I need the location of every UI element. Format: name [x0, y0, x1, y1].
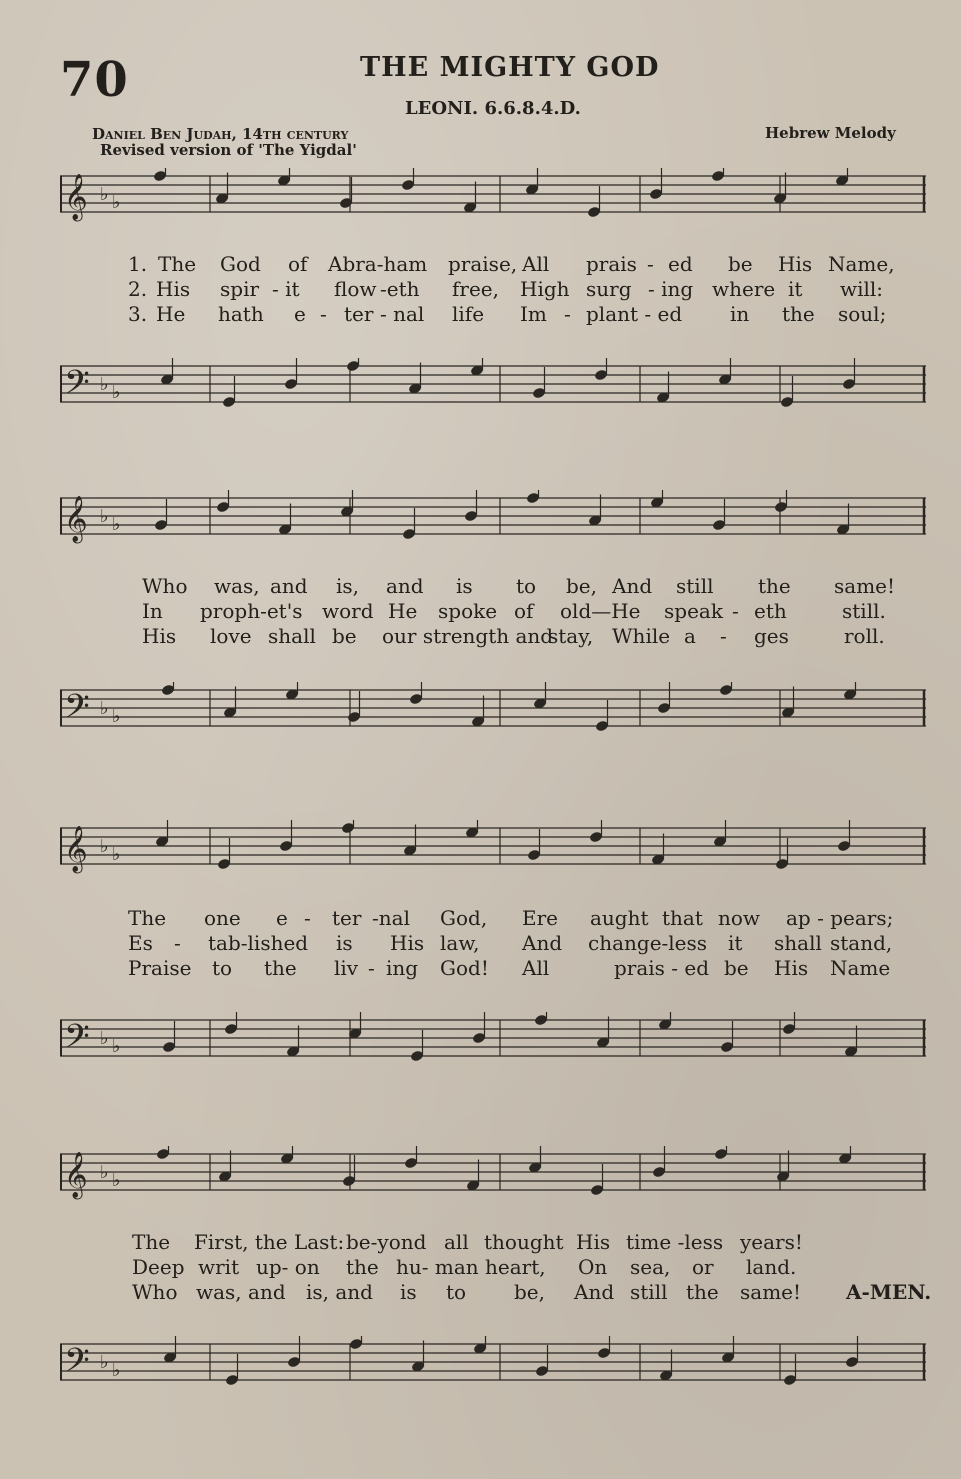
flat-icon: ♭	[112, 706, 121, 727]
lyric-word: surg	[586, 277, 632, 301]
lyric-word: - it	[272, 277, 300, 301]
lyric-word: life	[452, 302, 485, 326]
treble-clef-icon: 𝄞	[64, 174, 88, 220]
lyric-word: The	[132, 1230, 171, 1254]
lyric-word: -	[368, 956, 375, 980]
lyric-word: one	[204, 906, 241, 930]
lyric-word: still.	[842, 599, 886, 623]
lyric-word: be	[332, 624, 357, 648]
lyric-word: land.	[746, 1255, 797, 1279]
lyric-line-1-1	[0, 252, 961, 276]
lyric-word: -	[304, 906, 311, 930]
bass-clef-icon: 𝄢	[64, 1342, 90, 1388]
lyric-word: be,	[566, 574, 597, 598]
lyric-word: all	[444, 1230, 469, 1254]
lyric-word: His	[576, 1230, 611, 1254]
lyric-word: law,	[440, 931, 480, 955]
bass-staff-1	[60, 358, 926, 414]
lyric-word: in	[730, 302, 750, 326]
lyric-word: And	[522, 931, 563, 955]
lyric-word: -	[732, 599, 739, 623]
lyric-word: the	[686, 1280, 719, 1304]
lyric-word: -	[720, 624, 727, 648]
lyric-word: where	[712, 277, 776, 301]
lyric-word: it	[728, 931, 743, 955]
lyric-word: hu- man heart,	[396, 1255, 546, 1279]
flat-icon: ♭	[112, 382, 121, 403]
lyric-word: a	[684, 624, 696, 648]
flat-icon: ♭	[112, 192, 121, 213]
hymn-number: 70	[60, 52, 129, 108]
lyric-word: was,	[214, 574, 260, 598]
flat-icon: ♭	[112, 514, 121, 535]
lyric-word: prais - ed	[614, 956, 710, 980]
lyric-word: - nal	[380, 302, 425, 326]
lyric-word: and	[386, 574, 424, 598]
lyric-word: His	[778, 252, 813, 276]
lyric-word: ing	[386, 956, 419, 980]
flat-icon: ♭	[100, 1352, 109, 1373]
flat-icon: ♭	[112, 1170, 121, 1191]
lyric-word: -	[647, 252, 654, 276]
lyric-word: and	[270, 574, 308, 598]
lyric-word: now	[718, 906, 761, 930]
lyric-word: -	[320, 302, 327, 326]
flat-icon: ♭	[100, 506, 109, 527]
lyric-word: plant - ed	[586, 302, 683, 326]
lyric-word: love	[210, 624, 252, 648]
composer-credit: Hebrew Melody	[765, 124, 896, 142]
lyric-word: speak	[664, 599, 723, 623]
lyric-word: Who	[132, 1280, 178, 1304]
lyric-word: spoke	[438, 599, 498, 623]
lyric-word: shall	[268, 624, 316, 648]
lyric-word: is	[336, 931, 353, 955]
lyric-word: be	[728, 252, 753, 276]
lyric-word: ter	[332, 906, 362, 930]
lyric-word: writ	[198, 1255, 240, 1279]
lyric-word: Abra-ham	[328, 252, 428, 276]
lyric-word: Im	[520, 302, 547, 326]
treble-staff-4	[60, 1146, 926, 1202]
flat-icon: ♭	[112, 1360, 121, 1381]
lyric-word: First, the Last:	[194, 1230, 345, 1254]
lyric-line-4-2	[0, 1255, 961, 1279]
flat-icon: ♭	[112, 844, 121, 865]
lyric-word: e	[294, 302, 306, 326]
lyric-word: to	[446, 1280, 467, 1304]
lyric-line-3-3	[0, 956, 961, 980]
lyric-word: spir	[220, 277, 260, 301]
lyric-word: And	[574, 1280, 615, 1304]
lyric-word: free,	[452, 277, 499, 301]
lyric-word: still	[676, 574, 714, 598]
treble-clef-icon: 𝄞	[64, 1152, 88, 1198]
lyric-word: stay,	[548, 624, 594, 648]
lyric-word: He	[388, 599, 418, 623]
lyric-word: aught	[590, 906, 649, 930]
lyric-word: of	[514, 599, 534, 623]
lyric-word: Name,	[828, 252, 895, 276]
lyric-word: that	[662, 906, 703, 930]
lyric-word: be-yond	[346, 1230, 427, 1254]
lyric-word: is	[456, 574, 473, 598]
lyric-word: soul;	[838, 302, 887, 326]
lyric-word: High	[520, 277, 570, 301]
author-credit: Daniel Ben Judah, 14th century	[92, 125, 349, 143]
lyric-word: Es	[128, 931, 153, 955]
flat-icon: ♭	[100, 1028, 109, 1049]
lyric-word: is	[400, 1280, 417, 1304]
lyric-word: is, and	[306, 1280, 373, 1304]
lyric-word: up- on	[256, 1255, 320, 1279]
lyric-word: stand,	[830, 931, 893, 955]
lyric-word: it	[788, 277, 803, 301]
lyric-word: His	[142, 624, 177, 648]
lyric-word: be,	[514, 1280, 545, 1304]
lyric-word: the	[264, 956, 297, 980]
treble-staff-1	[60, 168, 926, 224]
lyric-word: liv	[334, 956, 359, 980]
lyric-word: to	[516, 574, 537, 598]
lyric-word: All	[522, 956, 550, 980]
lyric-word: -eth	[380, 277, 420, 301]
lyric-word: His	[774, 956, 809, 980]
lyric-word: or	[692, 1255, 714, 1279]
flat-icon: ♭	[100, 184, 109, 205]
lyric-line-2-2	[0, 599, 961, 623]
lyric-word: e	[276, 906, 288, 930]
lyric-word: On	[578, 1255, 608, 1279]
lyric-word: All	[522, 252, 550, 276]
hymn-title: THE MIGHTY GOD	[360, 52, 660, 83]
lyric-word: Deep	[132, 1255, 185, 1279]
lyric-word: ap - pears;	[786, 906, 894, 930]
flat-icon: ♭	[100, 836, 109, 857]
lyric-word: our strength and	[382, 624, 554, 648]
lyric-word: hath	[218, 302, 264, 326]
lyric-word: time -less	[626, 1230, 724, 1254]
lyric-word: still	[630, 1280, 668, 1304]
treble-staff-3	[60, 820, 926, 876]
tune-name: LEONI. 6.6.8.4.D.	[405, 98, 581, 119]
lyric-word: 3.	[128, 302, 148, 326]
lyric-word: - ing	[648, 277, 694, 301]
treble-clef-icon: 𝄞	[64, 496, 88, 542]
lyric-line-2-3	[0, 624, 961, 648]
lyric-word: prais	[586, 252, 637, 276]
lyric-word: the	[758, 574, 791, 598]
lyric-word: shall	[774, 931, 822, 955]
lyric-word: God!	[440, 956, 489, 980]
lyric-word: eth	[754, 599, 787, 623]
flat-icon: ♭	[100, 374, 109, 395]
lyric-word: The	[158, 252, 197, 276]
amen-label: A-MEN.	[846, 1280, 932, 1304]
lyric-word: to	[212, 956, 233, 980]
lyric-word: the	[782, 302, 815, 326]
lyric-word: same!	[834, 574, 896, 598]
lyric-word: word	[322, 599, 374, 623]
lyric-word: thought	[484, 1230, 564, 1254]
bass-staff-3	[60, 1012, 926, 1068]
lyric-word: 2.	[128, 277, 148, 301]
bass-clef-icon: 𝄢	[64, 688, 90, 734]
lyric-word: was, and	[196, 1280, 286, 1304]
lyric-word: His	[156, 277, 191, 301]
lyric-word: ter	[344, 302, 374, 326]
lyric-word: Who	[142, 574, 188, 598]
lyric-line-3-1	[0, 906, 961, 930]
lyric-word: praise,	[448, 252, 518, 276]
treble-staff-2	[60, 490, 926, 546]
lyric-word: flow	[334, 277, 377, 301]
lyric-line-3-2	[0, 931, 961, 955]
lyric-line-2-1	[0, 574, 961, 598]
lyric-word: ed	[668, 252, 693, 276]
lyric-word: 1.	[128, 252, 148, 276]
lyric-word: ges	[754, 624, 789, 648]
treble-clef-icon: 𝄞	[64, 826, 88, 872]
lyric-word: Ere	[522, 906, 558, 930]
lyric-word: -	[564, 302, 571, 326]
lyric-word: Name	[830, 956, 891, 980]
lyric-word: of	[288, 252, 308, 276]
lyric-word: While	[612, 624, 671, 648]
lyric-line-1-3	[0, 302, 961, 326]
lyric-word: sea,	[630, 1255, 671, 1279]
lyric-word: be	[724, 956, 749, 980]
lyric-word: -	[174, 931, 181, 955]
lyric-word: will:	[840, 277, 884, 301]
lyric-word: tab-lished	[208, 931, 309, 955]
flat-icon: ♭	[112, 1036, 121, 1057]
bass-clef-icon: 𝄢	[64, 1018, 90, 1064]
lyric-word: -nal	[372, 906, 410, 930]
lyric-word: God,	[440, 906, 488, 930]
lyric-line-4-1	[0, 1230, 961, 1254]
lyric-line-1-2	[0, 277, 961, 301]
flat-icon: ♭	[100, 1162, 109, 1183]
lyric-word: old—He	[560, 599, 641, 623]
lyric-word: The	[128, 906, 167, 930]
lyric-word: is,	[336, 574, 360, 598]
author-revision: Revised version of 'The Yigdal'	[100, 141, 357, 159]
lyric-word: proph-et's	[200, 599, 303, 623]
lyric-word: In	[142, 599, 163, 623]
bass-staff-2	[60, 682, 926, 738]
bass-staff-4	[60, 1336, 926, 1392]
lyric-line-4-3	[0, 1280, 961, 1304]
lyric-word: He	[156, 302, 186, 326]
lyric-word: years!	[740, 1230, 803, 1254]
flat-icon: ♭	[100, 698, 109, 719]
lyric-word: God	[220, 252, 261, 276]
lyric-word: the	[346, 1255, 379, 1279]
lyric-word: change-less	[588, 931, 708, 955]
lyric-word: His	[390, 931, 425, 955]
bass-clef-icon: 𝄢	[64, 364, 90, 410]
lyric-word: And	[612, 574, 653, 598]
lyric-word: same!	[740, 1280, 802, 1304]
lyric-word: roll.	[844, 624, 885, 648]
lyric-word: Praise	[128, 956, 192, 980]
